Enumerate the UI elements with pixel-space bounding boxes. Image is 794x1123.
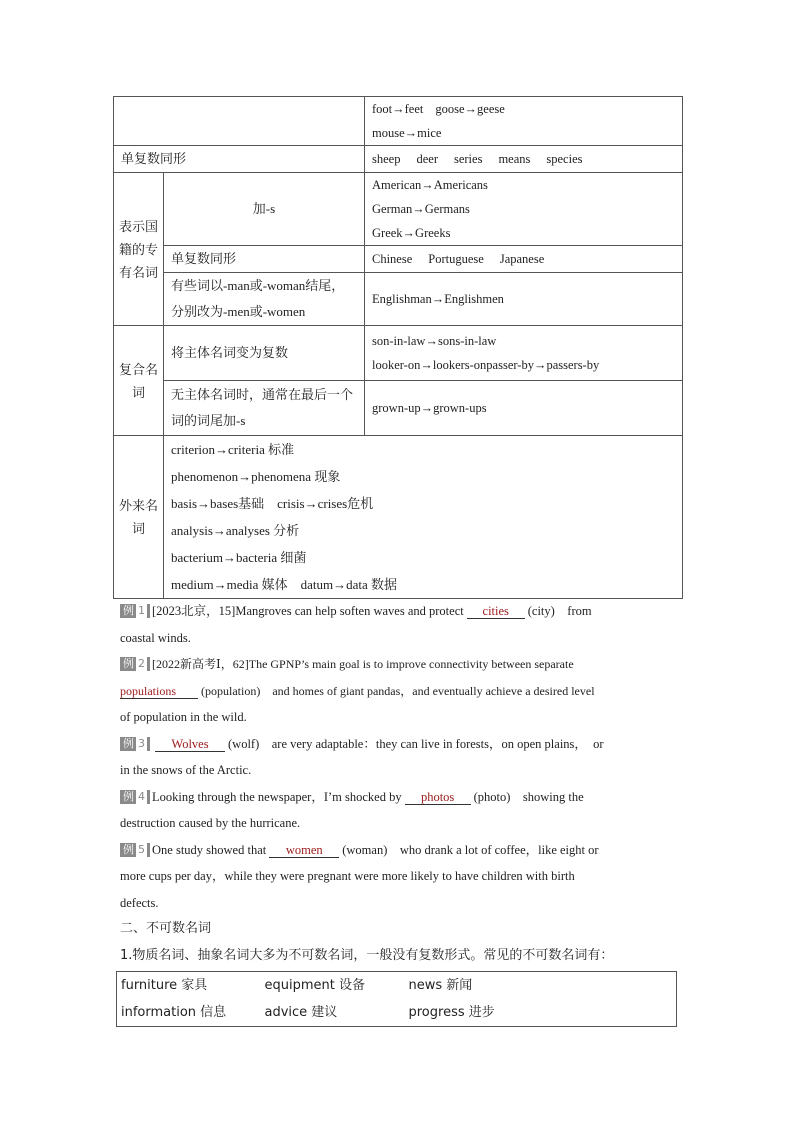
example-text: (woman) who drank a lot of coffee，like eight or bbox=[342, 842, 599, 857]
category-label: 外来名词 bbox=[114, 436, 164, 599]
example-text: (city) from bbox=[527, 604, 592, 618]
table-row bbox=[114, 146, 683, 173]
example-text: Japanese bbox=[499, 252, 545, 266]
example-text: phenomenon→phenomena 现象 bbox=[171, 469, 341, 484]
example-1-cont: coastal winds. bbox=[120, 630, 191, 645]
table-row bbox=[114, 436, 683, 599]
table-row bbox=[114, 326, 683, 381]
rule-label: 单复数同形 bbox=[164, 246, 365, 273]
example-1 bbox=[120, 598, 680, 625]
table-cell: information 信息 bbox=[121, 1005, 227, 1020]
answer-blank: populations bbox=[120, 684, 198, 699]
example-text: Looking through the newspaper，I’m shocked by bbox=[152, 789, 402, 804]
example-tag: 例 5 bbox=[120, 843, 150, 857]
table-cell: advice 建议 bbox=[264, 1005, 338, 1020]
rule-label: 加-s bbox=[164, 173, 365, 246]
example-text: [2022新高考Ⅰ，62]The GPNP’s main goal is to improve connectivity between separate bbox=[152, 657, 574, 671]
example-text: Greek→Greeks bbox=[372, 226, 451, 240]
example-text: (population) and homes of giant pandas，and eventually achieve a desired level bbox=[201, 683, 595, 698]
table-cell: news 新闻 bbox=[408, 978, 473, 993]
example-5-cont: more cups per day，while they were pregnant were more likely to have children with birth bbox=[120, 869, 575, 883]
answer-blank: cities bbox=[467, 604, 525, 619]
example-text: (photo) showing the bbox=[473, 789, 584, 804]
table-row bbox=[114, 273, 683, 326]
rule-label: 有些词以-man或-woman结尾，分别改为-men或-women bbox=[164, 273, 365, 326]
uncountable-nouns-table bbox=[116, 971, 677, 1027]
example-2 bbox=[120, 651, 680, 678]
example-text: [2023北京，15]Mangroves can help soften waves and protect bbox=[152, 604, 464, 618]
example-text: criterion→criteria 标准 bbox=[171, 442, 295, 457]
rule-label: 将主体名词变为复数 bbox=[164, 326, 365, 381]
table-cell: equipment 设备 bbox=[264, 978, 365, 993]
examples-cell: grown-up→grown-ups bbox=[365, 381, 683, 436]
table-row bbox=[114, 97, 683, 146]
example-text: bacterium→bacteria 细菌 bbox=[171, 550, 307, 565]
example-text: looker-on→lookers-onpasser-by→passers-by bbox=[372, 358, 600, 372]
examples-cell bbox=[365, 326, 683, 381]
rule-label: 无主体名词时，通常在最后一个词的词尾加-s bbox=[164, 381, 365, 436]
example-4-cont: destruction caused by the hurricane. bbox=[120, 816, 301, 830]
table-row bbox=[114, 246, 683, 273]
example-tag: 例 1 bbox=[120, 604, 150, 618]
answer-blank: photos bbox=[405, 790, 471, 805]
example-5-cont: defects. bbox=[120, 895, 159, 910]
example-text: American→Americans bbox=[372, 178, 488, 192]
example-text: means bbox=[498, 152, 531, 166]
examples-cell: Englishman→Englishmen bbox=[365, 273, 683, 326]
section-intro: 1.物质名词、抽象名词大多为不可数名词，一般没有复数形式。常见的不可数名词有： bbox=[120, 948, 614, 963]
example-text: son-in-law→sons-in-law bbox=[372, 334, 497, 348]
examples-cell bbox=[365, 173, 683, 246]
plural-rules-table bbox=[113, 96, 683, 599]
example-text: Chinese bbox=[372, 252, 413, 266]
example-text: species bbox=[546, 152, 583, 166]
answer-blank: Wolves bbox=[155, 737, 225, 752]
table-row bbox=[114, 173, 683, 246]
example-text: German→Germans bbox=[372, 202, 470, 216]
example-3-cont: in the snows of the Arctic. bbox=[120, 763, 252, 777]
example-text: mouse→mice bbox=[372, 126, 442, 140]
irregular-examples-cell bbox=[365, 97, 683, 146]
rule-label: 单复数同形 bbox=[114, 146, 365, 173]
table-cell: progress 进步 bbox=[408, 1005, 495, 1020]
example-text: Portuguese bbox=[428, 252, 484, 266]
example-text: (wolf) are very adaptable：they can live in forests，on open plains， or bbox=[228, 736, 604, 751]
example-text: medium→media 媒体 datum→data 数据 bbox=[171, 577, 398, 592]
example-tag: 例 2 bbox=[120, 657, 150, 671]
examples-cell bbox=[365, 246, 683, 273]
example-text: basis→bases基础 crisis→crises危机 bbox=[171, 496, 374, 511]
example-5 bbox=[120, 837, 680, 864]
section-heading: 二、不可数名词 bbox=[120, 921, 212, 936]
example-text: sheep bbox=[372, 152, 401, 166]
example-text: One study showed that bbox=[152, 842, 267, 857]
table-row bbox=[114, 381, 683, 436]
category-label: 复合名词 bbox=[114, 326, 164, 436]
example-text: goose→geese bbox=[435, 102, 505, 116]
example-2-cont bbox=[120, 678, 680, 705]
example-text: foot→feet bbox=[372, 102, 424, 116]
example-3 bbox=[120, 731, 680, 758]
category-label: 表示国籍的专有名词 bbox=[114, 173, 164, 326]
table-cell: furniture 家具 bbox=[121, 978, 208, 993]
foreign-examples-cell bbox=[164, 436, 683, 599]
example-tag: 例 4 bbox=[120, 790, 150, 804]
example-text: deer bbox=[416, 152, 438, 166]
empty-cell bbox=[114, 97, 365, 146]
same-form-examples-cell bbox=[365, 146, 683, 173]
example-2-cont: of population in the wild. bbox=[120, 710, 247, 724]
table-row bbox=[117, 972, 677, 1000]
example-4 bbox=[120, 784, 680, 811]
example-text: series bbox=[453, 152, 483, 166]
answer-blank: women bbox=[269, 843, 339, 858]
example-list bbox=[120, 598, 680, 916]
table-row bbox=[117, 999, 677, 1027]
example-tag: 例 3 bbox=[120, 737, 150, 751]
example-text: analysis→analyses 分析 bbox=[171, 523, 300, 538]
